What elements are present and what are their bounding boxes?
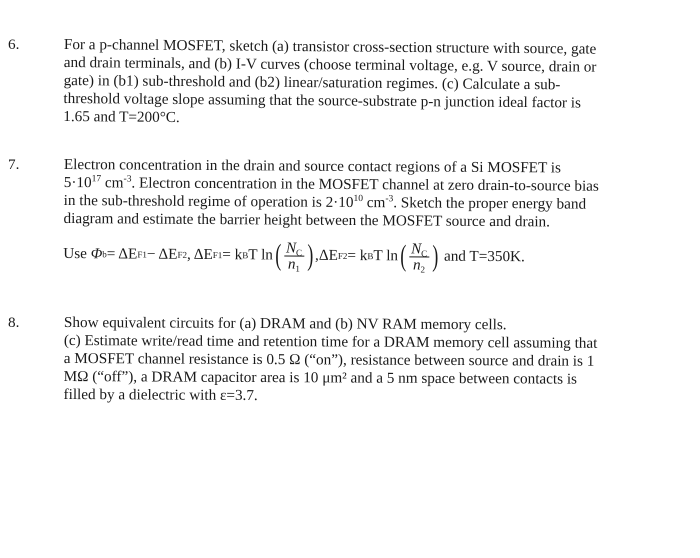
formula-text: = k: [347, 246, 368, 265]
problem-text: [63, 36, 664, 131]
formula-sub: C: [421, 247, 428, 259]
fraction-nc-n1: [284, 239, 304, 274]
formula-text: , ΔE: [186, 245, 213, 264]
formula-text: N: [411, 239, 422, 257]
text-line: threshold voltage slope assuming that the source-substrate p-n junction ideal factor is: [63, 89, 582, 112]
formula-sub: 2: [420, 263, 426, 275]
formula-text: = ΔE: [106, 245, 138, 263]
denominator: [287, 255, 300, 274]
formula-text: n: [287, 255, 296, 273]
text-fragment: in the sub-threshold regime of operation is 2·10: [63, 191, 354, 212]
problem-number: 8.: [8, 314, 20, 331]
formula-sub: 1: [295, 263, 300, 274]
denominator: [412, 255, 426, 275]
numerator: [284, 240, 304, 256]
numerator: [409, 241, 429, 257]
text-fragment: cm: [362, 194, 386, 212]
text-line: gate) in (b1) sub-threshold and (b2) linear/saturation regimes. (c) Calculate a sub-: [63, 71, 561, 94]
text-line: filled by a dielectric with ε=3.7.: [63, 385, 258, 405]
text-line: For a p-channel MOSFET, sketch (a) transistor cross-section structure with source, gate: [63, 36, 597, 58]
text-line: a MOSFET channel resistance is 0.5 Ω (“on”), resistance between source and drain is 1: [63, 349, 595, 370]
text-line: diagram and estimate the barrier height between the MOSFET source and drain.: [63, 209, 551, 231]
formula-text: and T=350K.: [443, 247, 525, 266]
text-fragment: cm: [101, 174, 124, 192]
fraction-nc-n2: [409, 239, 429, 275]
text-line: MΩ (“off”), a DRAM capacitor area is 10 μm² and a 5 nm space between contacts is: [63, 367, 578, 388]
superscript: -3: [385, 194, 394, 205]
formula-text: T ln: [248, 246, 273, 264]
formula-text: n: [412, 255, 421, 273]
text-fragment: . Electron concentration in the MOSFET channel at zero drain-to-source bias: [131, 174, 599, 195]
formula-text: − ΔE: [146, 245, 178, 263]
problem-text: [64, 314, 664, 407]
close-paren: ): [306, 238, 314, 272]
text-line: Electron concentration in the drain and source contact regions of a Si MOSFET is: [63, 156, 561, 177]
superscript: 10: [353, 194, 364, 205]
formula-text: = k: [222, 246, 243, 264]
problem-number: 7.: [8, 156, 20, 173]
formula-text: ,ΔE: [315, 246, 338, 264]
open-paren: (: [274, 238, 282, 272]
formula-sub: C: [296, 247, 303, 258]
formula-phi: Φ: [90, 245, 103, 263]
text-line: (c) Estimate write/read time and retention time for a DRAM memory cell assuming that: [63, 331, 598, 352]
text-line: and drain terminals, and (b) I-V curves (choose terminal voltage, e.g. V source, drain or: [63, 53, 597, 76]
text-line: 1.65 and T=200°C.: [63, 107, 180, 127]
text-line: Show equivalent circuits for (a) DRAM and (b) NV RAM memory cells.: [63, 314, 507, 334]
formula-text: T ln: [373, 247, 399, 265]
superscript: -3: [123, 174, 132, 185]
problem-number: 6.: [8, 36, 20, 53]
superscript: 17: [91, 174, 102, 185]
text-fragment: 5·10: [63, 173, 92, 192]
barrier-height-formula: [63, 237, 663, 275]
formula-use: Use: [63, 244, 88, 263]
open-paren: (: [399, 239, 407, 273]
problem-text: [63, 156, 664, 275]
text-fragment: . Sketch the proper energy band: [393, 194, 587, 213]
close-paren: ): [432, 239, 439, 273]
formula-text: N: [285, 239, 297, 257]
